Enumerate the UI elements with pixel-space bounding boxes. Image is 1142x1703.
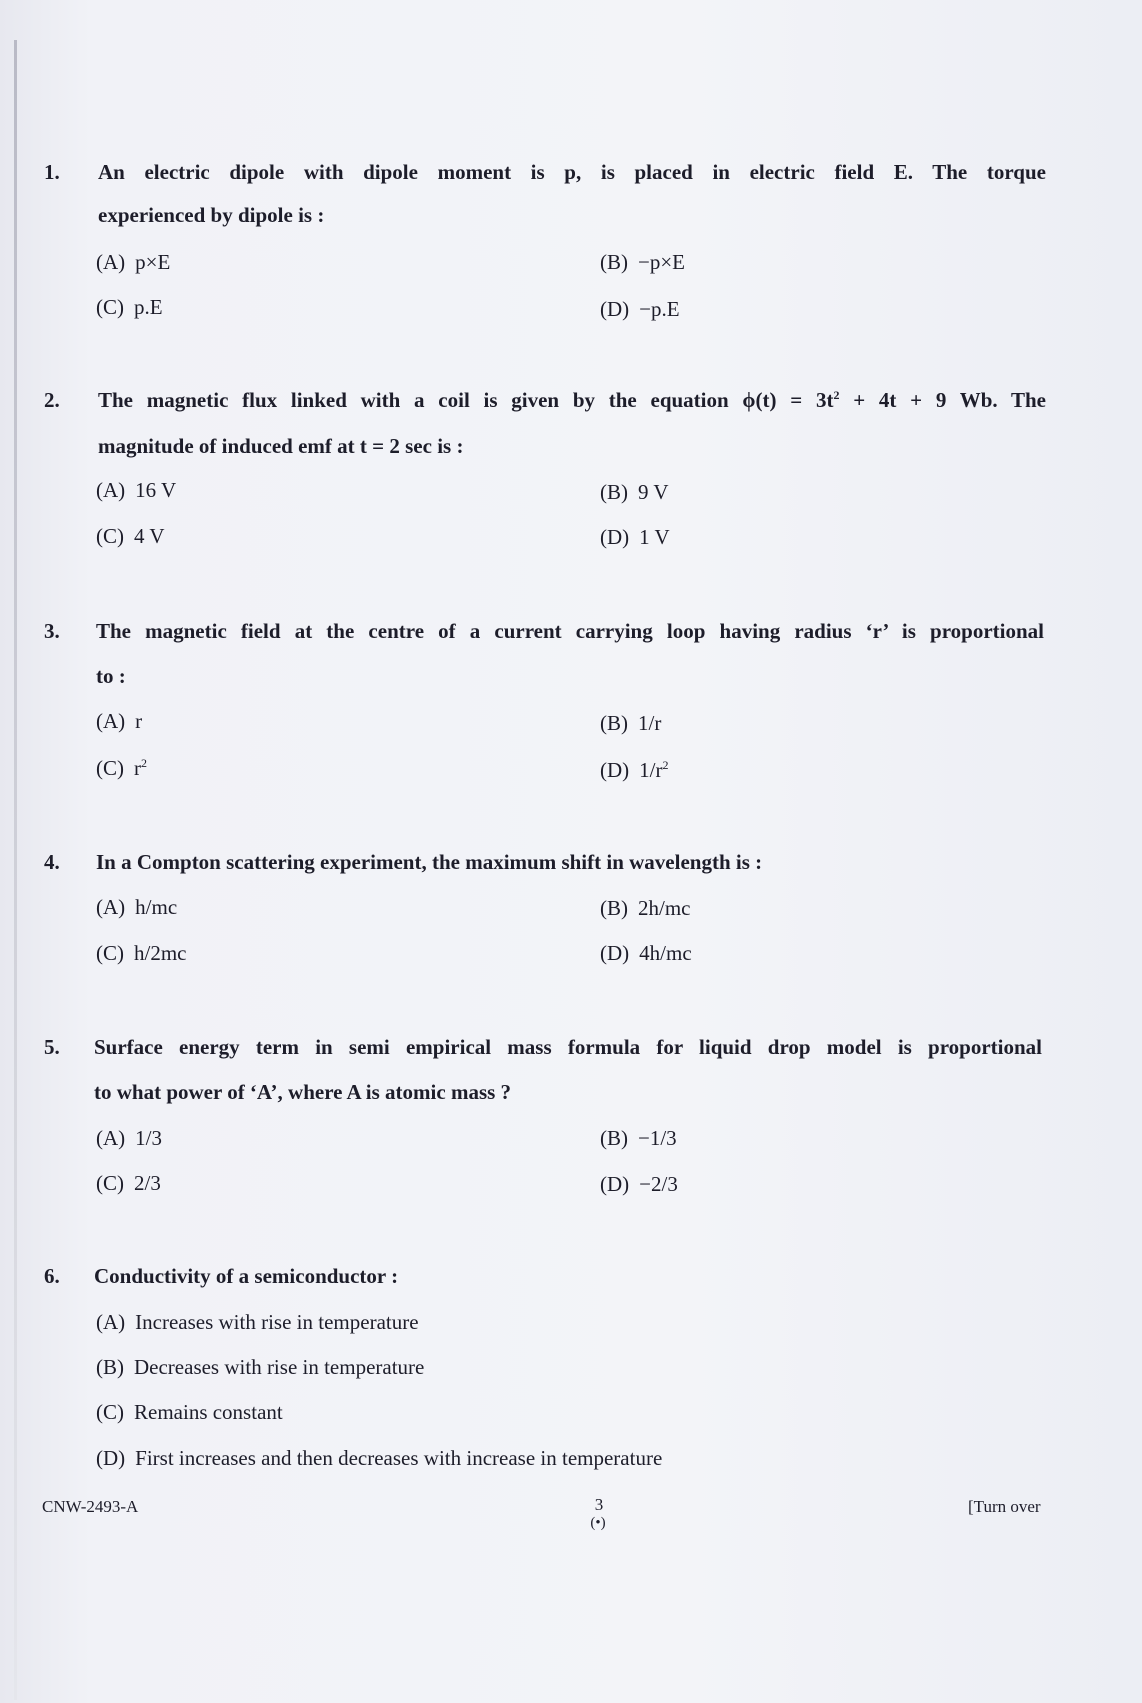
- question-number: 3.: [44, 619, 60, 643]
- option-c: (C) Remains constant: [96, 1400, 283, 1424]
- page-mark: (•): [590, 1515, 606, 1531]
- option-c: (C) 2/3: [96, 1171, 161, 1195]
- option-a: (A) r: [96, 709, 143, 733]
- question-number: 2.: [44, 388, 60, 412]
- question-number: 5.: [44, 1035, 60, 1059]
- turn-over-note: [Turn over: [968, 1497, 1041, 1516]
- binding-edge: [14, 40, 17, 1700]
- option-a: (A) 1/3: [96, 1126, 162, 1150]
- option-b: (B) 9 V: [600, 480, 669, 504]
- question-number: 6.: [44, 1264, 60, 1288]
- page-number: 3: [594, 1495, 604, 1514]
- question-text-line: The magnetic field at the centre of a current carrying loop having radius ‘r’ is proportional: [96, 619, 1044, 643]
- question-text-line: Conductivity of a semiconductor :: [94, 1264, 399, 1288]
- question-number: 1.: [44, 160, 60, 184]
- option-a: (A) p×E: [96, 250, 171, 274]
- option-a: (A) Increases with rise in temperature: [96, 1310, 419, 1334]
- option-b: (B) 1/r: [600, 711, 662, 735]
- option-d: (D) −2/3: [600, 1172, 678, 1196]
- option-b: (B) −p×E: [600, 250, 686, 274]
- option-b: (B) −1/3: [600, 1126, 677, 1150]
- question-text-line: to what power of ‘A’, where A is atomic mass ?: [94, 1080, 512, 1104]
- option-c: (C) $r^2$: [96, 756, 147, 780]
- question-text-line: magnitude of induced emf at t = 2 sec is :: [98, 434, 464, 458]
- option-c: (C) h/2mc: [96, 941, 187, 965]
- paper-code: CNW-2493-A: [42, 1497, 139, 1516]
- question-text-line: In a Compton scattering experiment, the maximum shift in wavelength is :: [96, 850, 763, 874]
- question-text-line: to :: [96, 664, 126, 688]
- option-d: (D) $1/r^2$: [600, 758, 669, 782]
- option-d: (D) 4h/mc: [600, 941, 692, 965]
- option-b: (B) 2h/mc: [600, 896, 691, 920]
- question-text-line: The magnetic flux linked with a coil is given by the equation $\phi(t) = 3t^2 + 4t + 9$ Wb. The: [98, 388, 1046, 412]
- question-text-line: Surface energy term in semi empirical mass formula for liquid drop model is proportional: [94, 1035, 1042, 1059]
- option-c: (C) p.E: [96, 295, 163, 319]
- option-d: (D) First increases and then decreases with increase in temperature: [96, 1446, 663, 1470]
- option-d: (D) 1 V: [600, 525, 670, 549]
- question-number: 4.: [44, 850, 60, 874]
- option-d: (D) −p.E: [600, 297, 680, 321]
- question-text-line: experienced by dipole is :: [98, 203, 325, 227]
- option-a: (A) 16 V: [96, 478, 177, 502]
- option-a: (A) h/mc: [96, 895, 178, 919]
- option-b: (B) Decreases with rise in temperature: [96, 1355, 425, 1379]
- option-c: (C) 4 V: [96, 524, 165, 548]
- question-text-line: An electric dipole with dipole moment is p, is placed in electric field E. The torque: [98, 160, 1046, 184]
